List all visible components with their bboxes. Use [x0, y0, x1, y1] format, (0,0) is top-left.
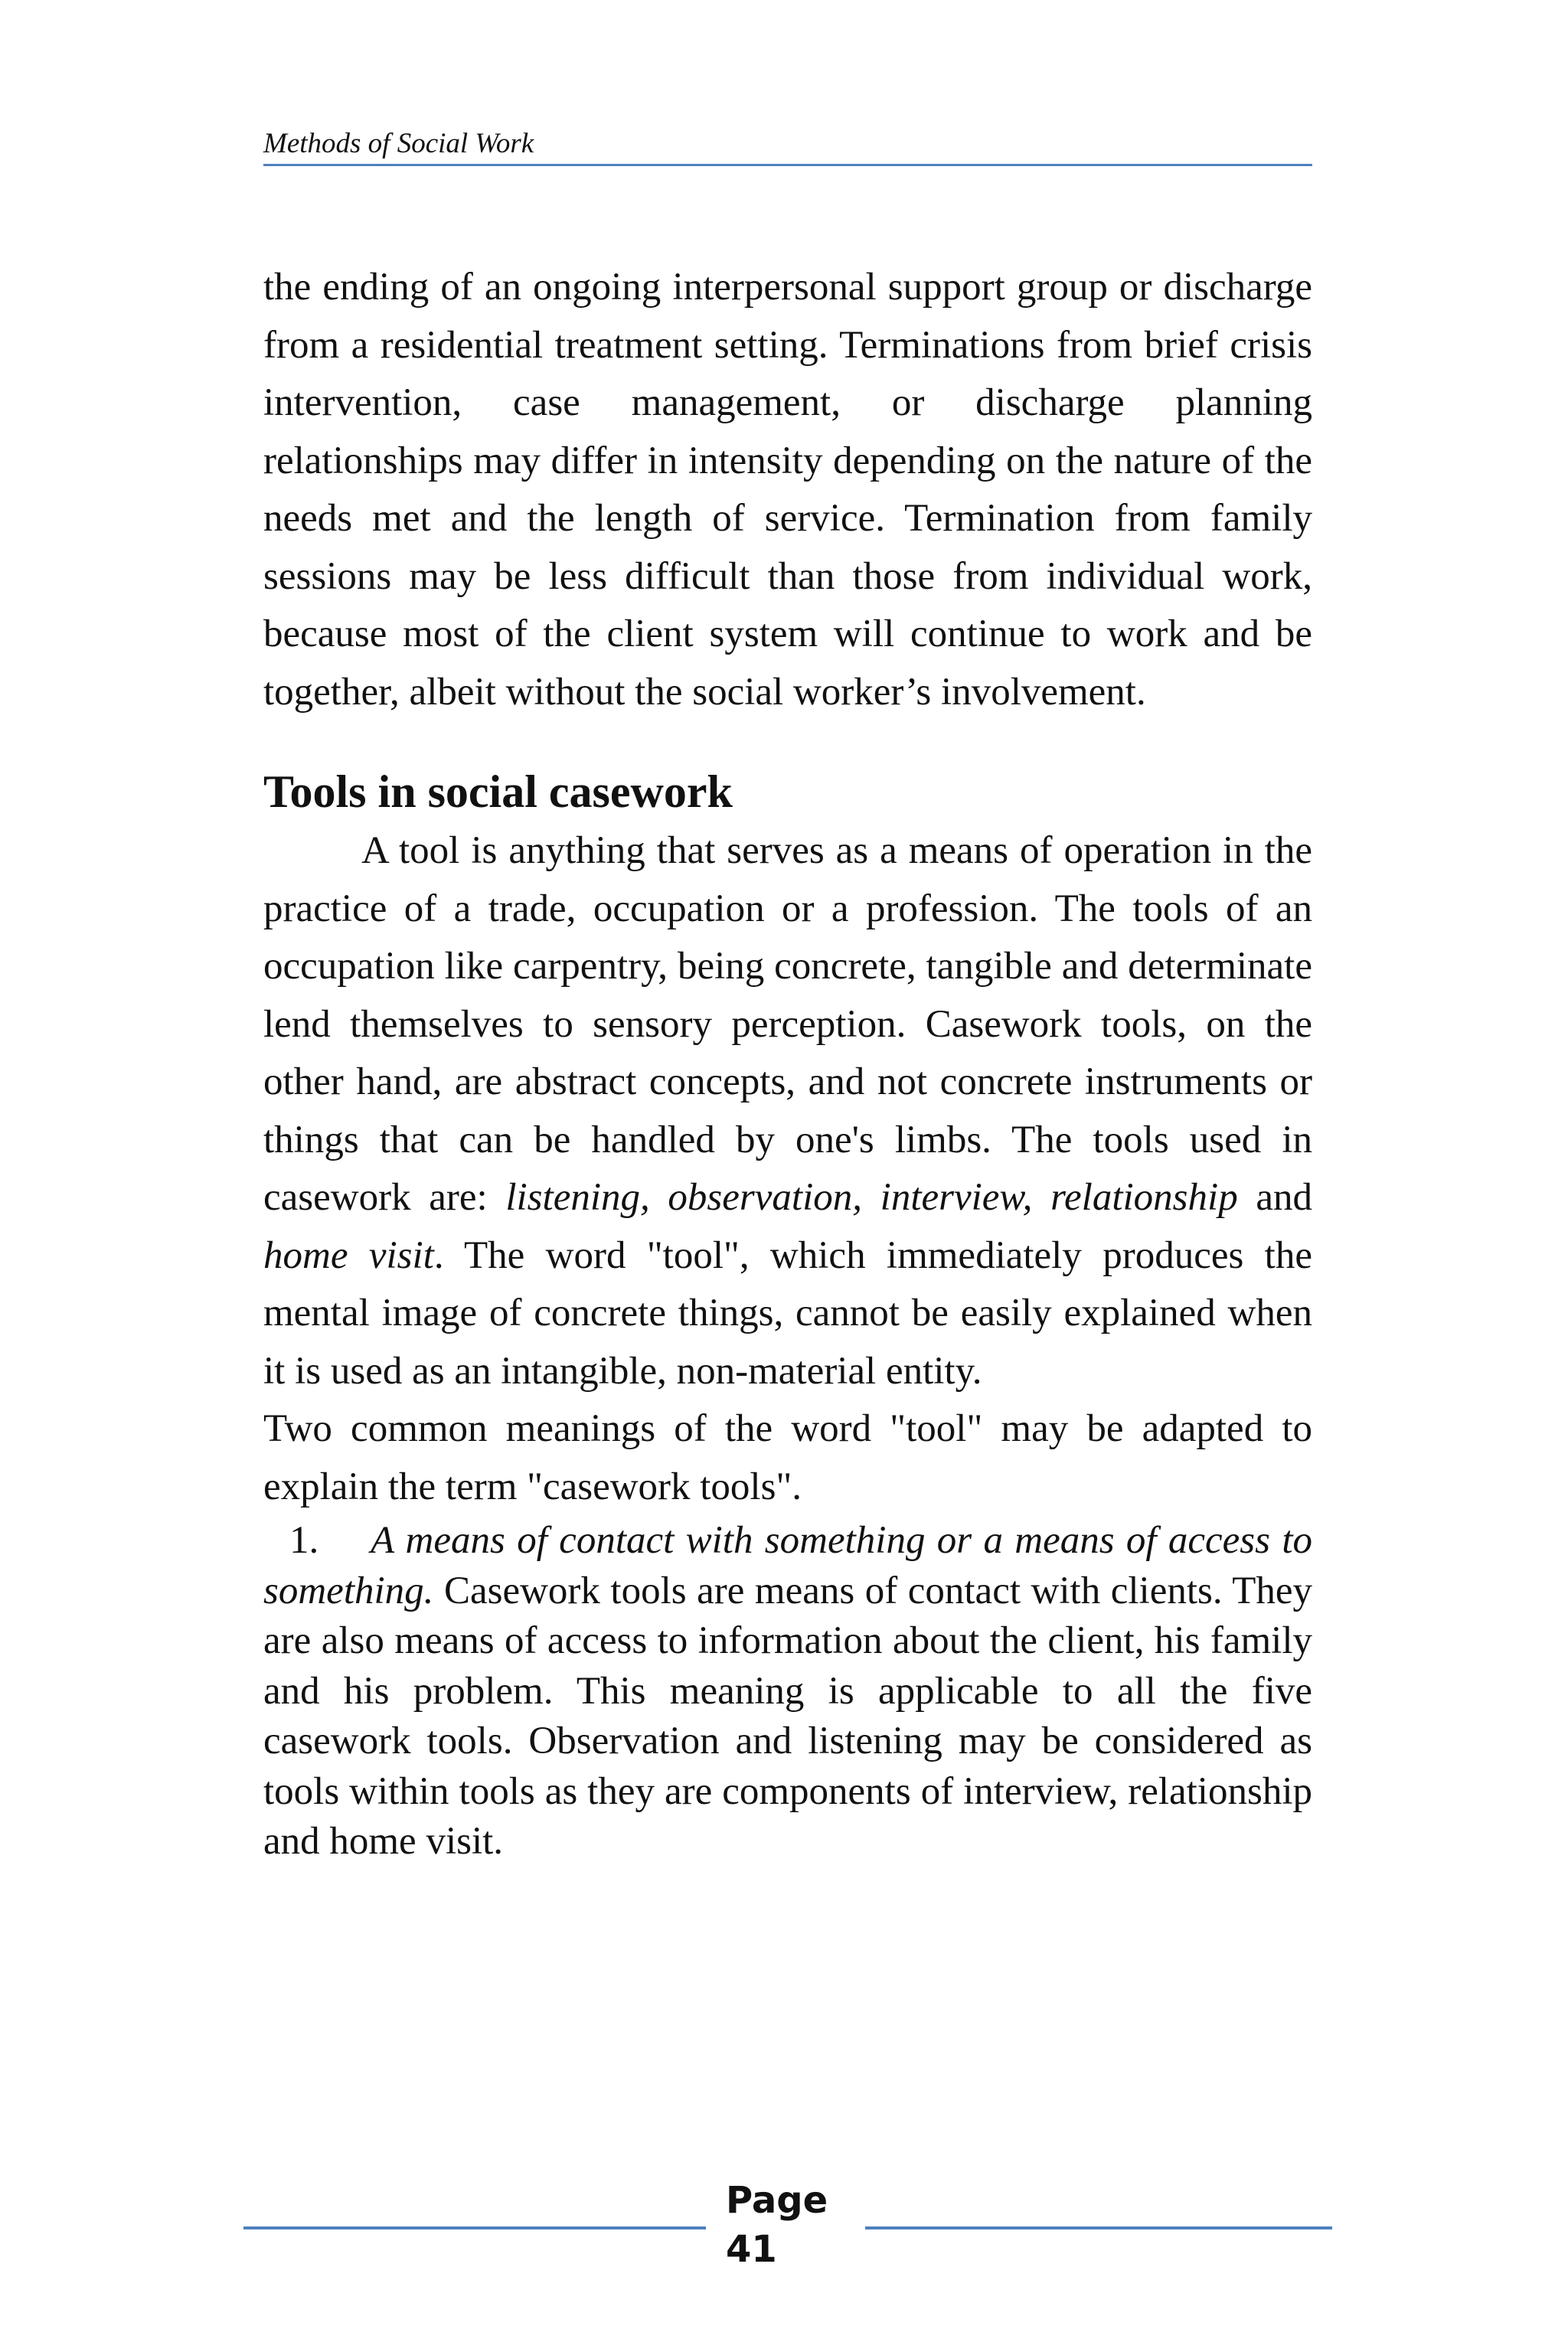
paragraph-two-meanings: Two common meanings of the word "tool" may be adapted to explain the term "casework tools". — [263, 1407, 1312, 1508]
page-word: Page — [726, 2179, 828, 2222]
tools-and-word: and — [1256, 1176, 1312, 1219]
tools-word-explanation: . The word "tool", which immediately produces the mental image of concrete things, cannot be easily explained when it is used as an intangible, non-material entity. — [263, 1233, 1312, 1393]
page-number: 41 — [726, 2228, 777, 2271]
section-heading: Tools in social casework — [263, 766, 733, 817]
tools-definition-text: A tool is anything that serves as a means of operation in the practice of a trade, occupation or a profession. The tools of an occupation like carpentry, being concrete, tangible and determinate lend themselves to sensory perception. Casework tools, on the other hand, are abstract concepts, and not concrete instruments or things that can be handled by one's limbs. The tools used in casework are: — [263, 829, 1312, 1219]
list-item-text: Casework tools are means of contact with clients. They are also means of access to information about the client, his family and his problem. This meaning is applicable to all the five casework tools. Observation and listening may be considered as tools within tools as they are components of interview, relationship and home visit. — [263, 1569, 1313, 1863]
list-item-italic-lead: A means of contact with something or a means of access to something. — [263, 1519, 1312, 1612]
running-header: Methods of Social Work — [263, 127, 1312, 166]
footer-rule-right — [865, 2226, 1332, 2230]
list-item-number: 1. — [289, 1519, 319, 1562]
footer-rule-left — [243, 2226, 706, 2230]
list-item-1 — [263, 1516, 1312, 1867]
page-body — [263, 259, 1312, 1867]
page-number-label — [726, 2176, 848, 2274]
home-visit-italic: home visit — [263, 1233, 434, 1277]
tools-list-italic: listening, observation, interview, relationship — [505, 1176, 1238, 1219]
paragraph-termination: the ending of an ongoing interpersonal support group or discharge from a residential treatment setting. Terminations from brief crisis intervention, case management, or discharge planning relationships may differ in intensity depending on the nature of the needs met and the length of service. Termination from family sessions may be less difficult than those from individual work, because most of the client system will continue to work and be together, albeit without the social worker’s involvement. — [263, 266, 1312, 714]
paragraph-tools-definition — [263, 822, 1312, 1400]
